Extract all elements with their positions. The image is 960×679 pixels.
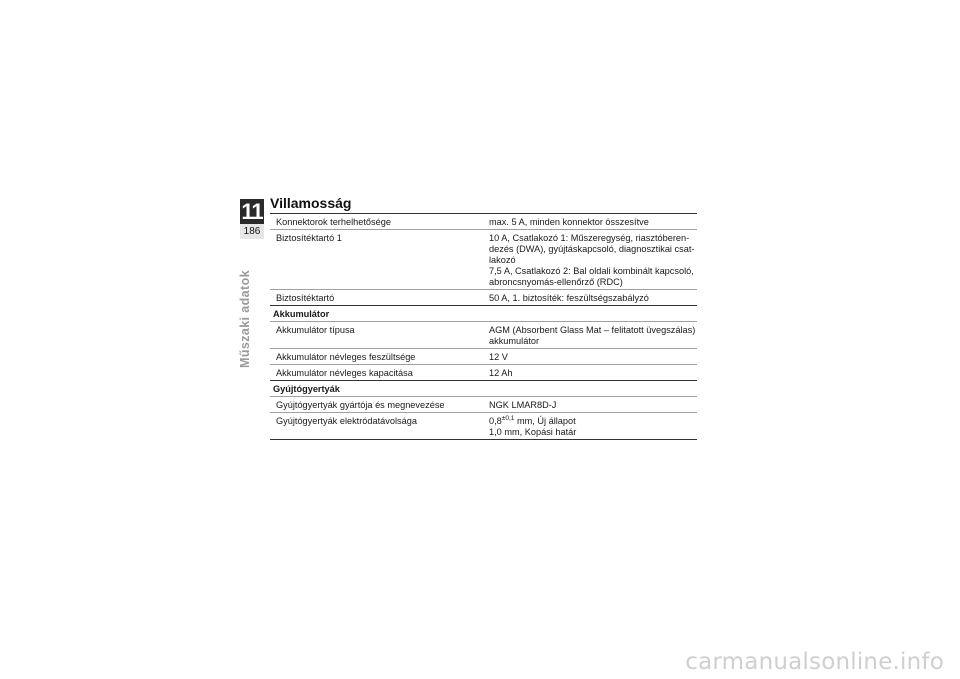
value-line: abroncsnyomás-ellenőrző (RDC)	[489, 277, 623, 287]
watermark: carmanualsonline.info	[685, 649, 944, 675]
row-label: Biztosítéktartó 1	[270, 230, 483, 290]
value-line: 12 V	[489, 352, 508, 362]
value-line: max. 5 A, minden konnektor összesítve	[489, 217, 649, 227]
row-value	[483, 397, 697, 413]
value-line	[489, 416, 697, 427]
value-line: dezés (DWA), gyújtáskapcsoló, diagnosztikai csat-	[489, 244, 695, 254]
table-row	[270, 290, 697, 306]
row-label: Akkumulátor névleges kapacitása	[270, 365, 483, 381]
value-line: 10 A, Csatlakozó 1: Műszeregység, riasztóberen-	[489, 233, 690, 243]
value-line: lakozó	[489, 255, 516, 265]
table-row	[270, 349, 697, 365]
row-value	[483, 230, 697, 290]
table-row	[270, 397, 697, 413]
value-line: NGK LMAR8D-J	[489, 400, 557, 410]
value-line: akkumulátor	[489, 336, 540, 346]
gap-rest: mm, Új állapot	[514, 416, 576, 426]
row-label: Akkumulátor névleges feszültsége	[270, 349, 483, 365]
table-heading-row	[270, 381, 697, 397]
spec-table	[270, 213, 697, 440]
table-row	[270, 230, 697, 290]
row-value	[483, 322, 697, 349]
chapter-number: 11	[241, 199, 263, 224]
value-line: AGM (Absorbent Glass Mat – felitatott üvegszálas)	[489, 325, 696, 335]
row-label: Akkumulátor típusa	[270, 322, 483, 349]
table-row	[270, 214, 697, 230]
value-line: 50 A, 1. biztosíték: feszültségszabályzó	[489, 293, 649, 303]
group-heading: Akkumulátor	[270, 306, 697, 322]
value-line: 7,5 A, Csatlakozó 2: Bal oldali kombinált kapcsoló,	[489, 266, 694, 276]
table-row	[270, 365, 697, 381]
row-label: Gyújtógyertyák gyártója és megnevezése	[270, 397, 483, 413]
row-label: Biztosítéktartó	[270, 290, 483, 306]
table-row	[270, 322, 697, 349]
value-line: 1,0 mm, Kopási határ	[489, 427, 577, 437]
gap-base: 0,8	[489, 416, 502, 426]
row-label: Konnektorok terhelhetősége	[270, 214, 483, 230]
table-row	[270, 413, 697, 440]
row-value	[483, 349, 697, 365]
table-heading-row	[270, 306, 697, 322]
group-heading: Gyújtógyertyák	[270, 381, 697, 397]
side-chapter-title: Műszaki adatok	[238, 270, 252, 368]
row-value	[483, 413, 697, 440]
page-number: 186	[243, 226, 261, 237]
row-value	[483, 214, 697, 230]
section-title: Villamosság	[270, 195, 352, 211]
row-label: Gyújtógyertyák elektródatávolsága	[270, 413, 483, 440]
row-value	[483, 290, 697, 306]
value-line: 12 Ah	[489, 368, 513, 378]
gap-tolerance: ±0,1	[501, 415, 515, 422]
row-value	[483, 365, 697, 381]
